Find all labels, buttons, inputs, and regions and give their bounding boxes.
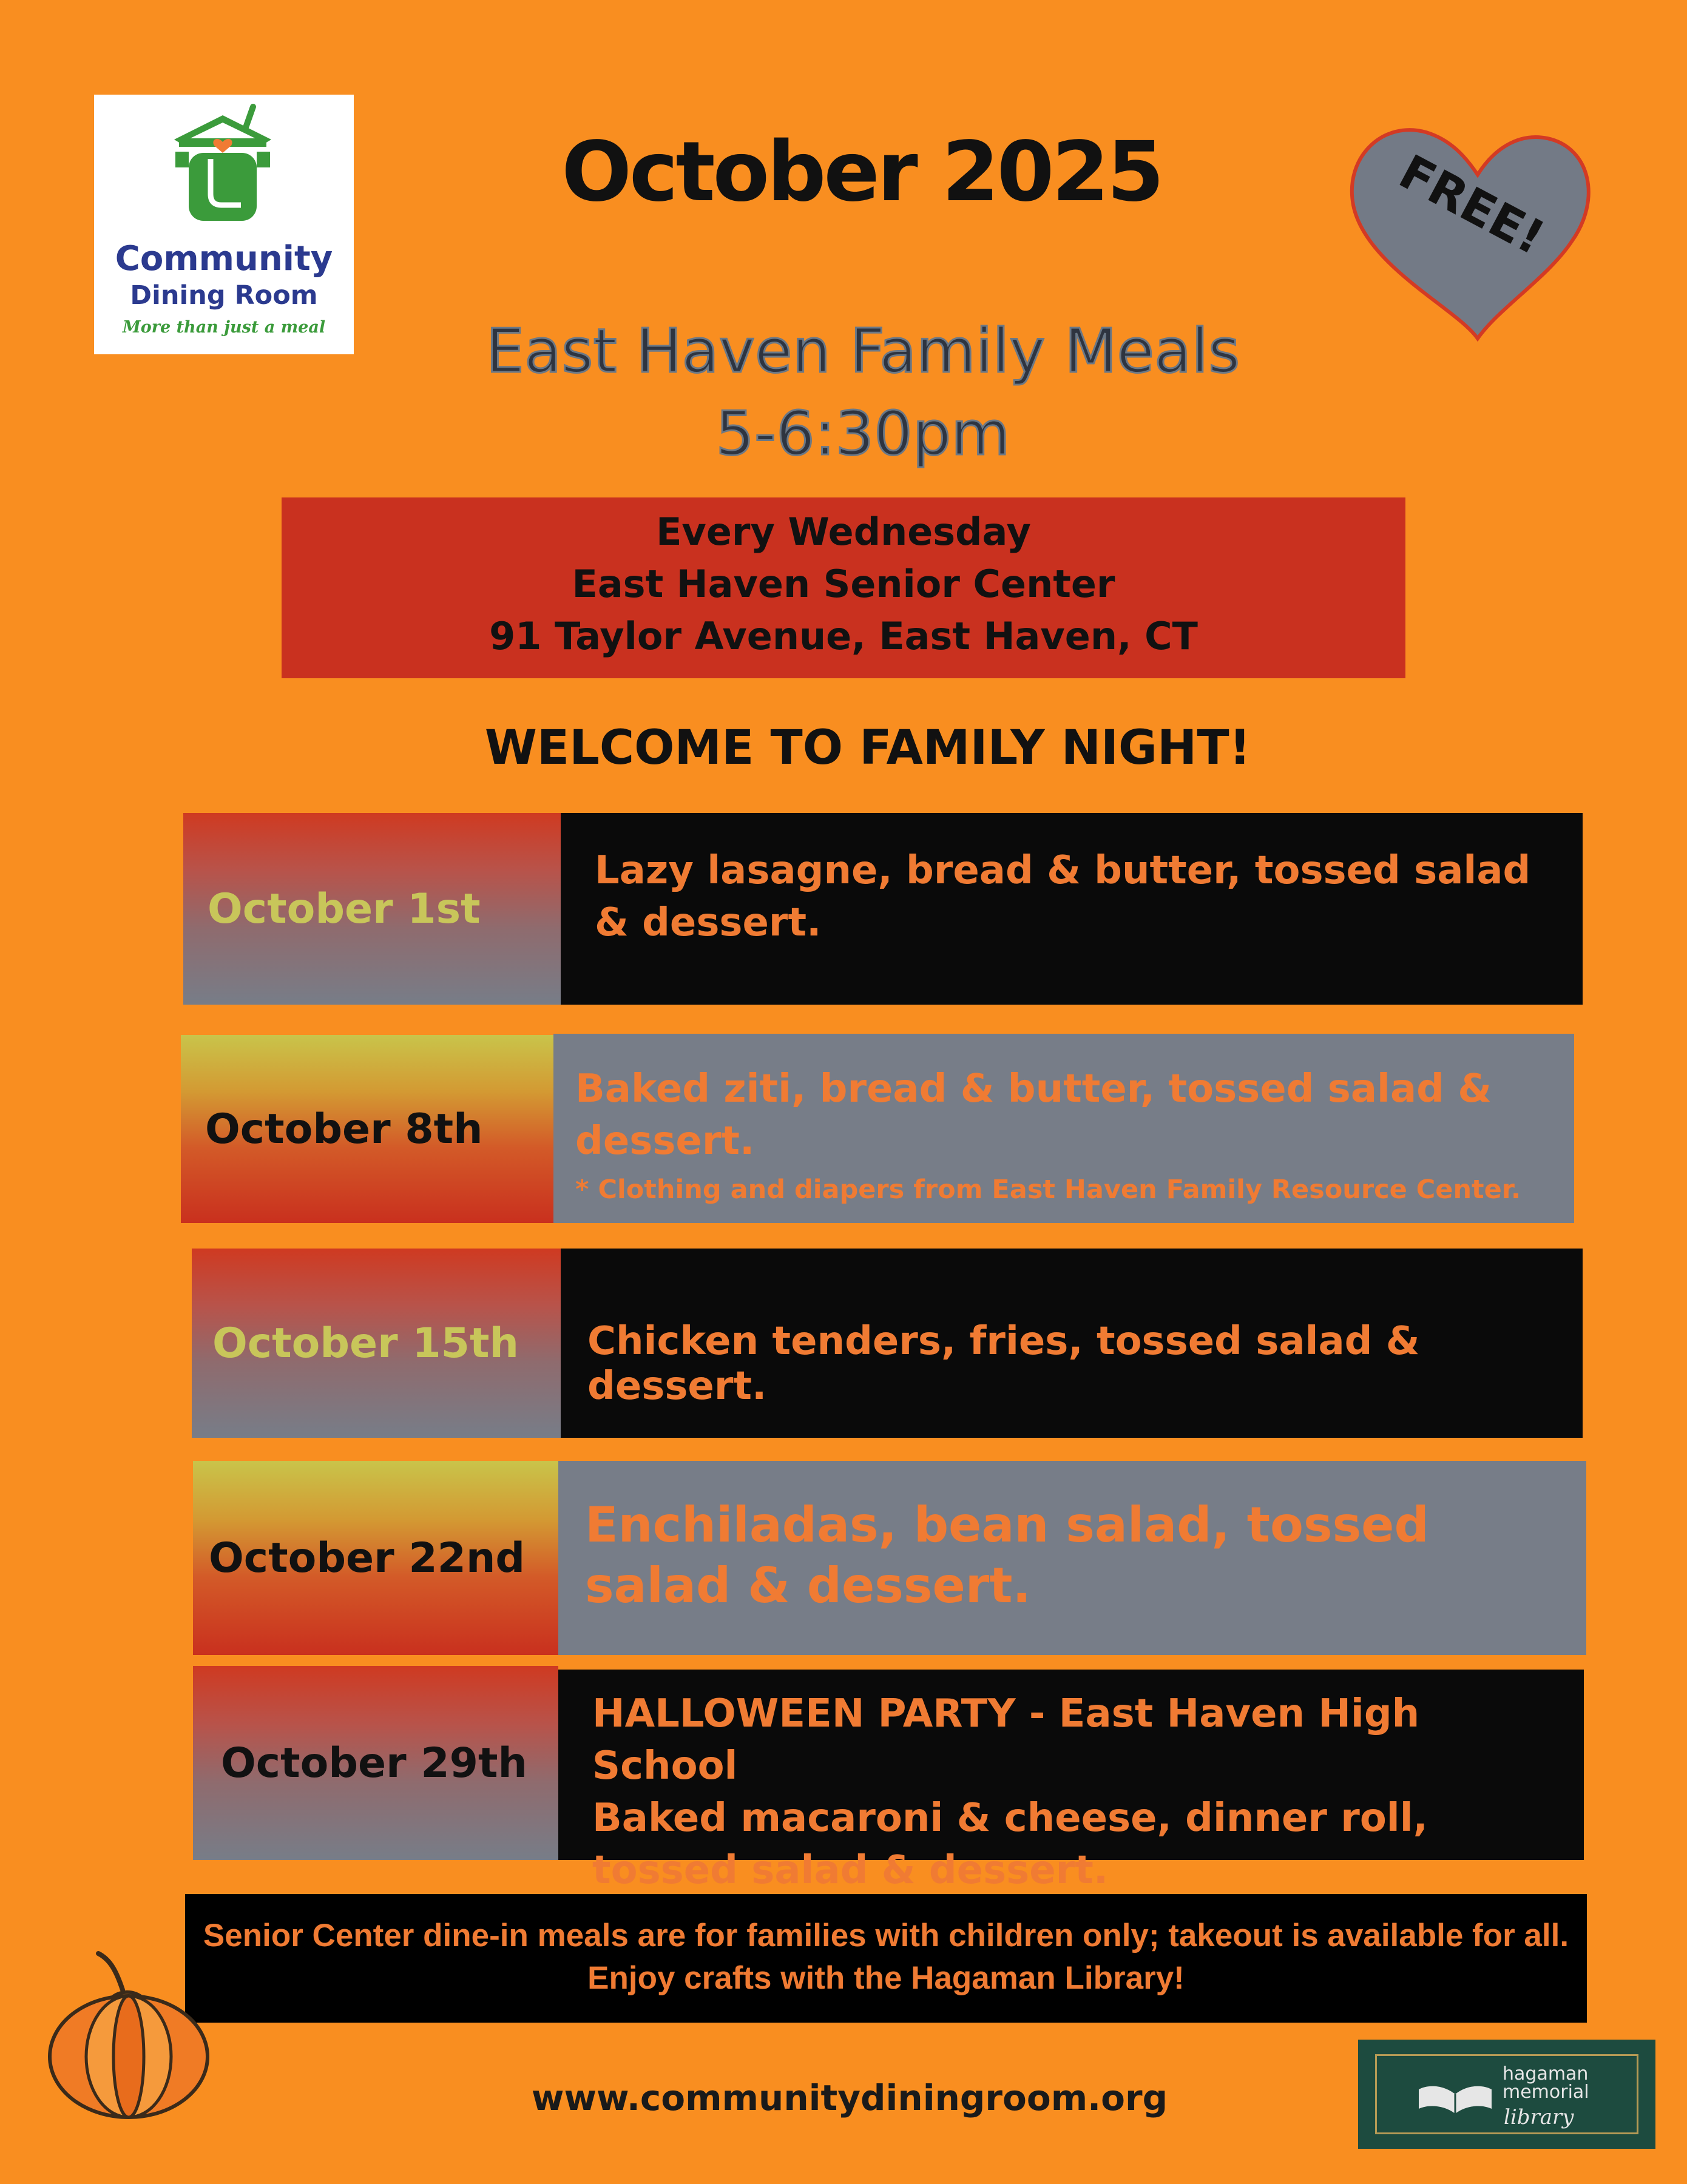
logo-line-2: Dining Room	[130, 280, 318, 311]
meal-date-oct-22: October 22nd	[193, 1461, 558, 1655]
pot-icon	[162, 103, 283, 231]
welcome-heading: WELCOME TO FAMILY NIGHT!	[484, 721, 1251, 775]
meal-menu-oct-29-event: HALLOWEEN PARTY - East Haven High School	[592, 1691, 1420, 1788]
meal-menu-oct-29-cell	[558, 1670, 1584, 1893]
heart-icon	[1341, 114, 1596, 345]
pumpkin-icon	[38, 1941, 220, 2123]
community-dining-room-logo	[94, 95, 354, 354]
logo-line-1: Community	[115, 239, 333, 278]
free-badge: FREE!	[1390, 144, 1553, 266]
library-name-line-2: memorial	[1503, 2081, 1589, 2103]
meal-date-oct-15: October 15th	[192, 1249, 561, 1438]
footer-notice-line-2: Enjoy crafts with the Hagaman Library!	[587, 1960, 1185, 1996]
meal-note-oct-8: * Clothing and diapers from East Haven Family Resource Center.	[575, 1175, 1521, 1205]
info-box	[282, 497, 1405, 678]
meal-menu-oct-15: Chicken tenders, fries, tossed salad & dessert.	[561, 1249, 1583, 1438]
library-name-line-3: library	[1504, 2105, 1574, 2129]
meal-date-oct-8: October 8th	[181, 1035, 553, 1223]
website-link[interactable]: www.communitydiningroom.org	[531, 2077, 1168, 2118]
open-book-icon	[1416, 2077, 1495, 2120]
info-address: 91 Taylor Avenue, East Haven, CT	[489, 614, 1198, 658]
footer-notice-line-1: Senior Center dine-in meals are for families with children only; takeout is available for all.	[203, 1918, 1569, 1953]
meal-menu-oct-29: Baked macaroni & cheese, dinner roll, tossed salad & dessert.	[592, 1796, 1428, 1893]
subtitle-line-1: East Haven Family Meals	[485, 315, 1240, 386]
logo-tagline: More than just a meal	[122, 318, 326, 337]
meal-date-oct-1: October 1st	[183, 813, 561, 1005]
meal-menu-oct-22: Enchiladas, bean salad, tossed salad & dessert.	[558, 1461, 1586, 1655]
meal-menu-oct-8-cell	[553, 1034, 1574, 1223]
meal-date-oct-29: October 29th	[193, 1666, 558, 1860]
page-title: October 2025	[561, 124, 1162, 220]
library-name-line-1: hagaman	[1503, 2063, 1589, 2085]
info-schedule: Every Wednesday	[656, 510, 1031, 554]
hagaman-library-logo	[1358, 2040, 1655, 2149]
info-venue: East Haven Senior Center	[572, 562, 1115, 606]
meal-menu-oct-1: Lazy lasagne, bread & butter, tossed salad & dessert.	[561, 813, 1583, 1005]
subtitle-line-2: 5-6:30pm	[715, 398, 1010, 469]
footer-notice	[185, 1894, 1587, 2023]
meal-menu-oct-8: Baked ziti, bread & butter, tossed salad & dessert.	[575, 1067, 1492, 1164]
